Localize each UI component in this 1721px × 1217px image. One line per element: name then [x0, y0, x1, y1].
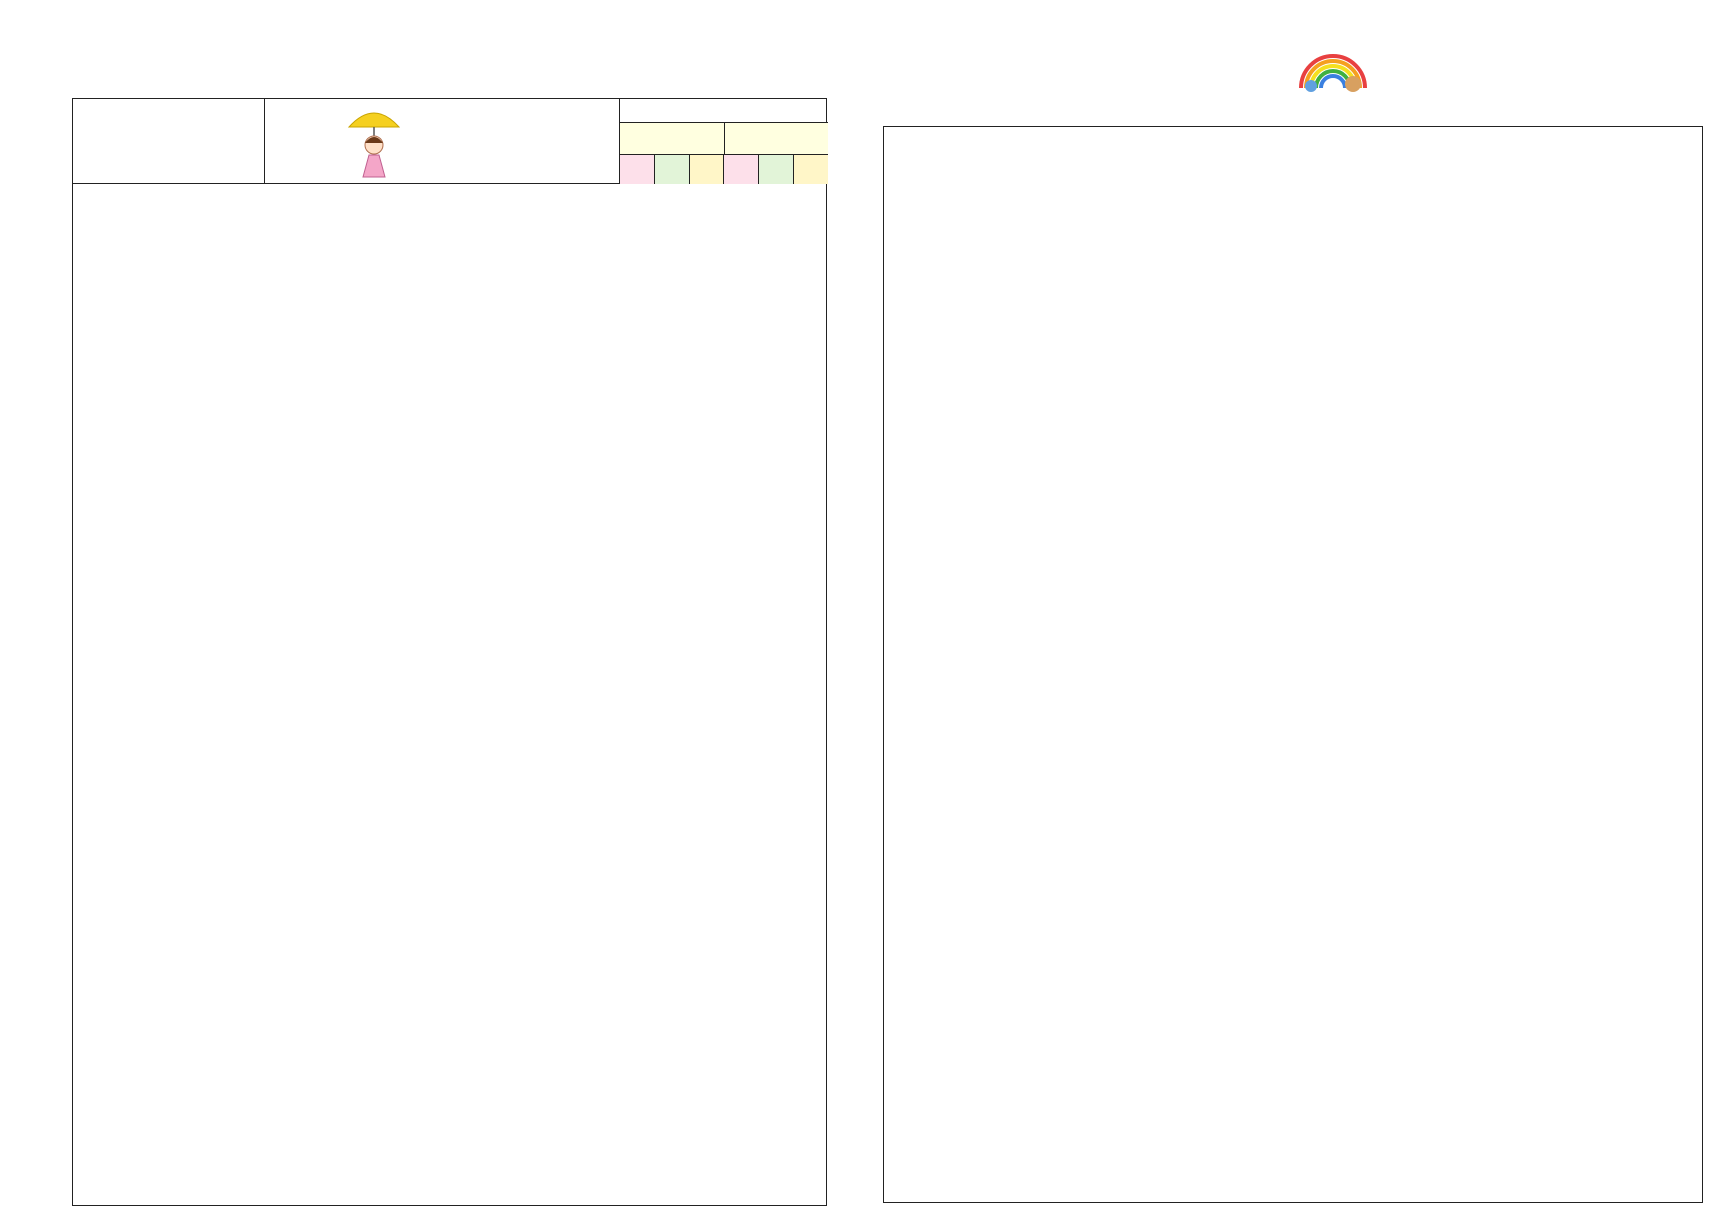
table-header: [73, 99, 828, 184]
bloom-table: [72, 98, 827, 1206]
period-label: [620, 155, 655, 184]
forecast-label: [620, 99, 828, 123]
umbrella-girl-icon: [347, 105, 401, 181]
col-site: [73, 99, 265, 184]
rainbow-icon: [1293, 44, 1373, 94]
period-label: [655, 155, 690, 184]
month-july: [725, 123, 829, 154]
period-label: [724, 155, 759, 184]
forecast-header: [620, 99, 828, 184]
hanahenro-logo: [96, 54, 206, 94]
period-label: [794, 155, 828, 184]
event-grid: [883, 126, 1703, 1203]
period-label: [759, 155, 794, 184]
month-june: [620, 123, 725, 154]
col-flower-cell: [265, 99, 620, 184]
period-label: [690, 155, 725, 184]
